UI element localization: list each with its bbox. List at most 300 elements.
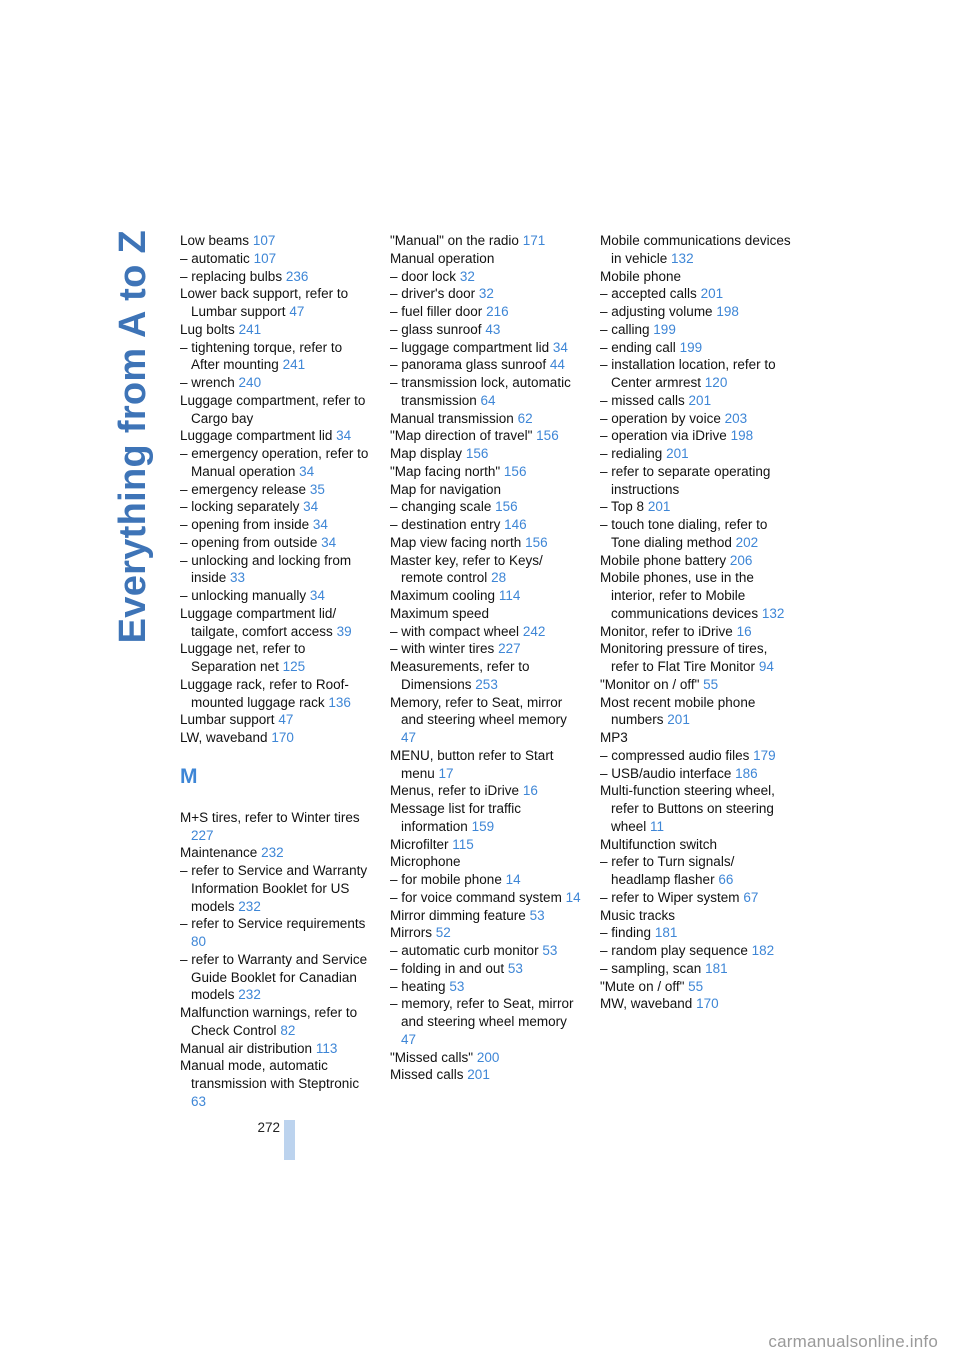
index-term: MENU, button refer to Start menu — [390, 747, 554, 781]
index-entry — [390, 1066, 582, 1084]
index-page-link[interactable]: 201 — [667, 712, 690, 728]
index-page-link[interactable]: 34 — [336, 428, 352, 444]
index-term: – panorama glass sunroof — [390, 357, 547, 373]
index-page-link[interactable]: 53 — [449, 978, 465, 994]
index-entry — [600, 676, 792, 694]
index-page-link[interactable]: 107 — [252, 233, 276, 248]
index-page-link[interactable]: 43 — [485, 321, 501, 337]
index-term: – adjusting volume — [600, 304, 713, 319]
index-entry — [600, 853, 792, 889]
index-term: Lumbar support — [180, 712, 275, 728]
index-page-link[interactable]: 52 — [435, 925, 451, 941]
index-page-link[interactable]: 120 — [704, 375, 728, 390]
index-page-link[interactable]: 64 — [480, 392, 496, 408]
index-term: Microfilter — [390, 836, 449, 852]
index-term: Message list for traffic information — [390, 801, 522, 834]
index-entry — [390, 321, 582, 339]
index-page-link[interactable]: 125 — [282, 659, 306, 674]
index-entry — [180, 427, 372, 445]
index-page-link[interactable]: 200 — [476, 1049, 500, 1065]
index-page-link[interactable]: 201 — [647, 499, 671, 515]
index-entry — [390, 463, 582, 481]
index-term: – unlocking and locking from inside — [180, 552, 352, 586]
index-entry — [600, 445, 792, 463]
index-entry — [390, 534, 582, 552]
index-entry — [600, 552, 792, 570]
index-page-link[interactable]: 179 — [753, 747, 776, 763]
page-number-bar — [284, 1120, 295, 1160]
index-page-link[interactable]: 186 — [735, 765, 758, 781]
index-page-link[interactable]: 201 — [688, 392, 712, 408]
index-entry — [600, 995, 792, 1013]
index-entry — [600, 960, 792, 978]
index-term: "Missed calls" — [390, 1049, 474, 1065]
index-entry — [180, 339, 372, 375]
index-term: Lug bolts — [180, 321, 235, 337]
index-entry — [600, 623, 792, 641]
index-entry — [390, 374, 582, 410]
index-page-link[interactable]: 146 — [504, 517, 527, 532]
index-entry — [600, 303, 792, 321]
index-page-link[interactable]: 170 — [271, 730, 294, 745]
index-page-link[interactable]: 80 — [191, 934, 207, 949]
index-page-link[interactable]: 39 — [336, 623, 352, 639]
index-term: – compressed audio files — [600, 747, 750, 763]
index-term: Measurements, refer to Dimensions — [390, 659, 530, 692]
index-entry — [390, 445, 582, 463]
index-page-link[interactable]: 136 — [328, 694, 351, 710]
index-entry — [600, 782, 792, 835]
index-term: – calling — [600, 321, 650, 337]
index-term: Manual operation — [390, 250, 495, 266]
index-term: Mirror dimming feature — [390, 907, 526, 923]
index-page-link[interactable]: 34 — [312, 517, 328, 532]
index-term: Mobile phone — [600, 268, 682, 284]
index-term: – emergency operation, refer to Manual operation — [180, 446, 369, 479]
index-term: Mirrors — [390, 925, 432, 941]
index-page-link[interactable]: 241 — [282, 357, 306, 373]
index-page-link[interactable]: 203 — [724, 410, 748, 426]
index-page-link[interactable]: 236 — [285, 268, 309, 284]
index-term: Maintenance — [180, 845, 258, 861]
index-term: – tightening torque, refer to After mounting — [180, 339, 343, 373]
index-page-link[interactable]: 201 — [700, 286, 724, 302]
index-page-link[interactable]: 202 — [735, 534, 759, 550]
index-entry — [180, 285, 372, 321]
index-term: – Top 8 — [600, 499, 645, 515]
index-entry — [180, 321, 372, 339]
index-term: Luggage compartment lid — [180, 428, 333, 444]
index-page-link[interactable]: 53 — [507, 960, 523, 976]
index-term: – folding in and out — [390, 960, 505, 976]
index-page-link[interactable]: 55 — [688, 978, 704, 994]
index-term: – redialing — [600, 446, 663, 461]
index-entry — [600, 285, 792, 303]
index-entry — [600, 463, 792, 499]
index-term: – fuel filler door — [390, 304, 483, 319]
index-entry — [600, 321, 792, 339]
index-term: "Map direction of travel" — [390, 428, 533, 444]
index-entry — [180, 844, 372, 862]
index-page-link[interactable]: 53 — [529, 907, 545, 923]
page-number: 272 — [257, 1120, 280, 1135]
index-page-link[interactable]: 156 — [465, 446, 489, 461]
index-page-link[interactable]: 241 — [238, 321, 262, 337]
index-term: Memory, refer to Seat, mirror and steering wheel memory — [390, 694, 567, 728]
index-page-link[interactable]: 156 — [503, 463, 527, 479]
index-entry — [390, 658, 582, 694]
index-entry — [600, 498, 792, 516]
index-page-link[interactable]: 232 — [261, 845, 284, 861]
index-term: "Map facing north" — [390, 463, 501, 479]
index-term: – operation by voice — [600, 410, 721, 426]
index-entry — [600, 339, 792, 357]
index-page-link[interactable]: 47 — [289, 304, 305, 319]
index-entry — [600, 924, 792, 942]
index-entry — [390, 356, 582, 374]
index-page-link[interactable]: 114 — [498, 588, 521, 603]
index-entry — [600, 907, 792, 925]
index-entry — [390, 285, 582, 303]
index-term: Lower back support, refer to Lumbar support — [180, 286, 349, 319]
index-entry — [180, 587, 372, 605]
index-entry — [390, 623, 582, 641]
index-page-link[interactable]: 16 — [736, 623, 752, 639]
index-entry — [180, 862, 372, 915]
index-term: – sampling, scan — [600, 960, 702, 976]
index-entry — [600, 410, 792, 428]
index-entry — [390, 853, 582, 871]
index-entry — [600, 356, 792, 392]
index-entry — [180, 809, 372, 845]
index-term: – refer to Wiper system — [600, 889, 740, 905]
index-term: – glass sunroof — [390, 321, 482, 337]
index-term: – refer to Turn signals/ headlamp flasher — [600, 854, 735, 887]
index-entry — [180, 1004, 372, 1040]
index-entry — [180, 250, 372, 268]
index-term: – unlocking manually — [180, 588, 307, 603]
index-page-link[interactable]: 227 — [191, 827, 214, 843]
index-page-link[interactable]: 66 — [718, 872, 734, 887]
index-page-link[interactable]: 14 — [505, 872, 521, 887]
index-page-link[interactable]: 34 — [303, 499, 319, 515]
index-page-link[interactable]: 181 — [705, 960, 728, 976]
index-term: – transmission lock, automatic transmission — [390, 375, 571, 408]
index-term: Map view facing north — [390, 534, 522, 550]
index-page-link[interactable]: 159 — [471, 818, 495, 834]
index-term: – random play sequence — [600, 943, 748, 958]
index-term: – operation via iDrive — [600, 428, 727, 444]
index-entry — [390, 871, 582, 889]
index-entry — [600, 942, 792, 960]
index-page-link[interactable]: 44 — [549, 357, 565, 373]
index-page-link[interactable]: 201 — [467, 1067, 490, 1083]
index-entry — [390, 889, 582, 907]
index-term: Menus, refer to iDrive — [390, 783, 520, 799]
index-term: Monitoring pressure of tires, refer to Flat Tire Monitor — [600, 641, 768, 674]
index-column-1 — [180, 232, 372, 1111]
index-term: Low beams — [180, 233, 250, 248]
index-page-link[interactable]: 14 — [565, 889, 581, 905]
index-entry — [180, 951, 372, 1004]
index-page-link[interactable]: 170 — [696, 996, 719, 1012]
index-page-link[interactable]: 34 — [309, 588, 325, 603]
index-entry — [180, 915, 372, 951]
index-entry — [180, 711, 372, 729]
index-page-link[interactable]: 35 — [309, 481, 325, 497]
index-entry — [600, 232, 792, 268]
index-term: MP3 — [600, 730, 628, 745]
index-entry — [180, 481, 372, 499]
index-term: Mobile phone battery — [600, 552, 727, 568]
index-term: Maximum cooling — [390, 588, 496, 603]
index-entry — [180, 1040, 372, 1058]
index-page-link[interactable]: 53 — [542, 943, 558, 958]
index-term: – replacing bulbs — [180, 268, 283, 284]
index-term: – wrench — [180, 375, 235, 390]
index-page-link[interactable]: 63 — [191, 1093, 207, 1109]
index-entry — [390, 924, 582, 942]
index-entry — [180, 392, 372, 428]
index-term: – driver's door — [390, 286, 476, 302]
index-entry — [390, 960, 582, 978]
index-term: – opening from outside — [180, 534, 318, 550]
index-page-link[interactable]: 94 — [758, 659, 774, 674]
index-page-link[interactable]: 47 — [401, 1031, 417, 1047]
index-entry — [180, 1057, 372, 1110]
index-entry — [180, 534, 372, 552]
index-page-link[interactable]: 47 — [401, 730, 417, 745]
index-term: Missed calls — [390, 1067, 464, 1083]
index-entry — [390, 836, 582, 854]
index-term: – automatic curb monitor — [390, 943, 539, 958]
index-term: Luggage compartment lid/ tailgate, comfort access — [180, 605, 337, 639]
index-page-link[interactable]: 132 — [761, 605, 785, 621]
index-page-link[interactable]: 181 — [654, 925, 678, 941]
index-term: Manual air distribution — [180, 1040, 313, 1056]
index-entry — [600, 836, 792, 854]
index-entry — [390, 907, 582, 925]
index-term: Map for navigation — [390, 481, 502, 497]
index-term: – destination entry — [390, 517, 501, 532]
index-page-link[interactable]: 156 — [536, 428, 559, 444]
index-term: LW, waveband — [180, 730, 268, 745]
index-term: – with winter tires — [390, 641, 495, 657]
index-entry — [390, 995, 582, 1048]
index-term: Music tracks — [600, 907, 676, 923]
index-page-link[interactable]: 34 — [299, 463, 315, 479]
index-term: "Monitor on / off" — [600, 676, 700, 692]
index-entry — [390, 303, 582, 321]
index-term: Manual mode, automatic transmission with Steptronic — [180, 1058, 360, 1091]
index-term: Luggage net, refer to Separation net — [180, 641, 306, 674]
index-entry — [390, 978, 582, 996]
index-term: Most recent mobile phone numbers — [600, 694, 756, 728]
index-entry — [600, 889, 792, 907]
index-term: – finding — [600, 925, 652, 941]
index-term: Manual transmission — [390, 410, 514, 426]
index-term: Luggage compartment, refer to Cargo bay — [180, 392, 366, 426]
index-term: "Mute on / off" — [600, 978, 685, 994]
index-term: Luggage rack, refer to Roof-mounted luggage rack — [180, 676, 349, 710]
index-entry — [180, 516, 372, 534]
index-entry — [390, 552, 582, 588]
index-term: Maximum speed — [390, 605, 490, 621]
index-entry — [390, 605, 582, 623]
index-page-link[interactable]: 199 — [653, 321, 676, 337]
index-page-link[interactable]: 34 — [321, 534, 337, 550]
index-entry — [180, 640, 372, 676]
index-entry — [600, 392, 792, 410]
index-term: – accepted calls — [600, 286, 697, 302]
index-entry — [600, 516, 792, 552]
index-term: – emergency release — [180, 481, 307, 497]
index-page-link[interactable]: 47 — [278, 712, 294, 728]
index-page-link[interactable]: 198 — [716, 304, 739, 319]
index-page-link[interactable]: 232 — [238, 987, 261, 1003]
index-term: – with compact wheel — [390, 623, 520, 639]
index-term: Mobile communications devices in vehicle — [600, 233, 791, 266]
index-entry — [390, 498, 582, 516]
index-page-link[interactable]: 242 — [522, 623, 546, 639]
index-page-link[interactable]: 253 — [475, 676, 498, 692]
index-term: Mobile phones, use in the interior, refer to Mobile communications devices — [600, 570, 759, 621]
index-entry — [180, 268, 372, 286]
index-page-link[interactable]: 201 — [666, 446, 689, 461]
index-entry — [600, 427, 792, 445]
index-term: – refer to Service requirements — [180, 916, 366, 932]
index-entry — [390, 427, 582, 445]
index-term: Multi-function steering wheel, refer to Buttons on steering wheel — [600, 783, 775, 834]
index-page-link[interactable]: 107 — [253, 250, 277, 266]
index-entry — [390, 1049, 582, 1067]
index-term: Malfunction warnings, refer to Check Control — [180, 1005, 358, 1038]
index-term: – installation location, refer to Center armrest — [600, 357, 776, 390]
index-entry — [390, 268, 582, 286]
index-term: – memory, refer to Seat, mirror and steering wheel memory — [390, 996, 574, 1029]
index-page-link[interactable]: 16 — [522, 783, 538, 799]
index-term: – USB/audio interface — [600, 765, 732, 781]
index-column-2 — [390, 232, 582, 1084]
index-entry — [390, 481, 582, 499]
index-term: – refer to Service and Warranty Information Booklet for US models — [180, 863, 368, 914]
index-page-link[interactable]: 240 — [238, 375, 262, 390]
index-entry — [390, 747, 582, 783]
index-term: – touch tone dialing, refer to Tone dialing method — [600, 517, 768, 550]
index-entry — [180, 552, 372, 588]
index-column-3 — [600, 232, 792, 1013]
index-entry — [180, 232, 372, 250]
index-page-link[interactable]: 227 — [498, 641, 521, 657]
index-term: – locking separately — [180, 499, 300, 515]
index-entry — [390, 942, 582, 960]
index-entry — [390, 339, 582, 357]
index-page-link[interactable]: 156 — [495, 499, 518, 515]
index-entry — [180, 729, 372, 747]
index-term: Microphone — [390, 854, 461, 870]
index-term: "Manual" on the radio — [390, 233, 519, 248]
index-page-link[interactable]: 62 — [517, 410, 533, 426]
index-entry — [600, 765, 792, 783]
index-term: – missed calls — [600, 392, 685, 408]
index-term: – luggage compartment lid — [390, 339, 550, 355]
index-page-link[interactable]: 17 — [438, 765, 454, 781]
index-page-link[interactable]: 33 — [230, 570, 246, 586]
index-entry — [180, 374, 372, 392]
index-page-link[interactable]: 216 — [486, 304, 509, 319]
index-page-link[interactable]: 32 — [459, 268, 475, 284]
watermark: carmanualsonline.info — [768, 1332, 938, 1351]
index-page-link[interactable]: 182 — [751, 943, 775, 958]
index-page-link[interactable]: 132 — [671, 250, 694, 266]
index-letter-heading: M — [180, 764, 198, 788]
index-term: Map display — [390, 446, 463, 461]
index-entry — [600, 694, 792, 730]
index-page-link[interactable]: 115 — [452, 836, 474, 852]
index-entry — [600, 569, 792, 622]
index-page-link[interactable]: 55 — [703, 676, 719, 692]
index-term: – ending call — [600, 339, 676, 355]
index-entry — [390, 410, 582, 428]
index-entry — [600, 268, 792, 286]
index-entry — [600, 747, 792, 765]
index-entry — [390, 782, 582, 800]
index-page-link[interactable]: 67 — [743, 889, 759, 905]
index-term: – for mobile phone — [390, 872, 502, 887]
index-entry — [600, 640, 792, 676]
index-page-link[interactable]: 232 — [238, 898, 261, 914]
index-term: – changing scale — [390, 499, 492, 515]
index-page-link[interactable]: 113 — [315, 1040, 338, 1056]
index-term: Master key, refer to Keys/ remote control — [390, 552, 543, 586]
index-term: – refer to separate operating instructions — [600, 463, 771, 497]
index-entry — [180, 445, 372, 481]
index-term: – opening from inside — [180, 517, 310, 532]
index-term: – for voice command system — [390, 889, 562, 905]
index-entry — [390, 250, 582, 268]
index-page-link[interactable]: 198 — [730, 428, 754, 444]
index-entry — [390, 587, 582, 605]
index-entry — [390, 694, 582, 747]
section-side-title: Everything from A to Z — [112, 230, 154, 644]
index-page-link[interactable]: 199 — [679, 339, 703, 355]
index-entry — [390, 516, 582, 534]
index-entry — [600, 978, 792, 996]
index-term: Multifunction switch — [600, 836, 718, 852]
index-term: Monitor, refer to iDrive — [600, 623, 733, 639]
index-term: – refer to Warranty and Service Guide Booklet for Canadian models — [180, 951, 368, 1003]
index-page-link[interactable]: 34 — [552, 339, 568, 355]
index-page-link[interactable]: 82 — [280, 1022, 296, 1038]
index-page-link[interactable]: 28 — [491, 570, 507, 586]
index-page-link[interactable]: 171 — [522, 233, 546, 248]
index-term: M+S tires, refer to Winter tires — [180, 809, 360, 825]
index-entry — [390, 640, 582, 658]
index-page-link[interactable]: 206 — [729, 552, 753, 568]
index-term: – door lock — [390, 268, 457, 284]
index-entry — [180, 605, 372, 641]
index-entry — [600, 729, 792, 747]
index-term: – heating — [390, 978, 446, 994]
index-entry — [180, 498, 372, 516]
index-page-link[interactable]: 156 — [525, 534, 548, 550]
index-entry — [180, 676, 372, 712]
index-term: – automatic — [180, 250, 250, 266]
index-entry — [390, 232, 582, 250]
index-entry — [390, 800, 582, 836]
index-page-link[interactable]: 11 — [650, 818, 665, 834]
index-page-link[interactable]: 32 — [478, 286, 494, 302]
